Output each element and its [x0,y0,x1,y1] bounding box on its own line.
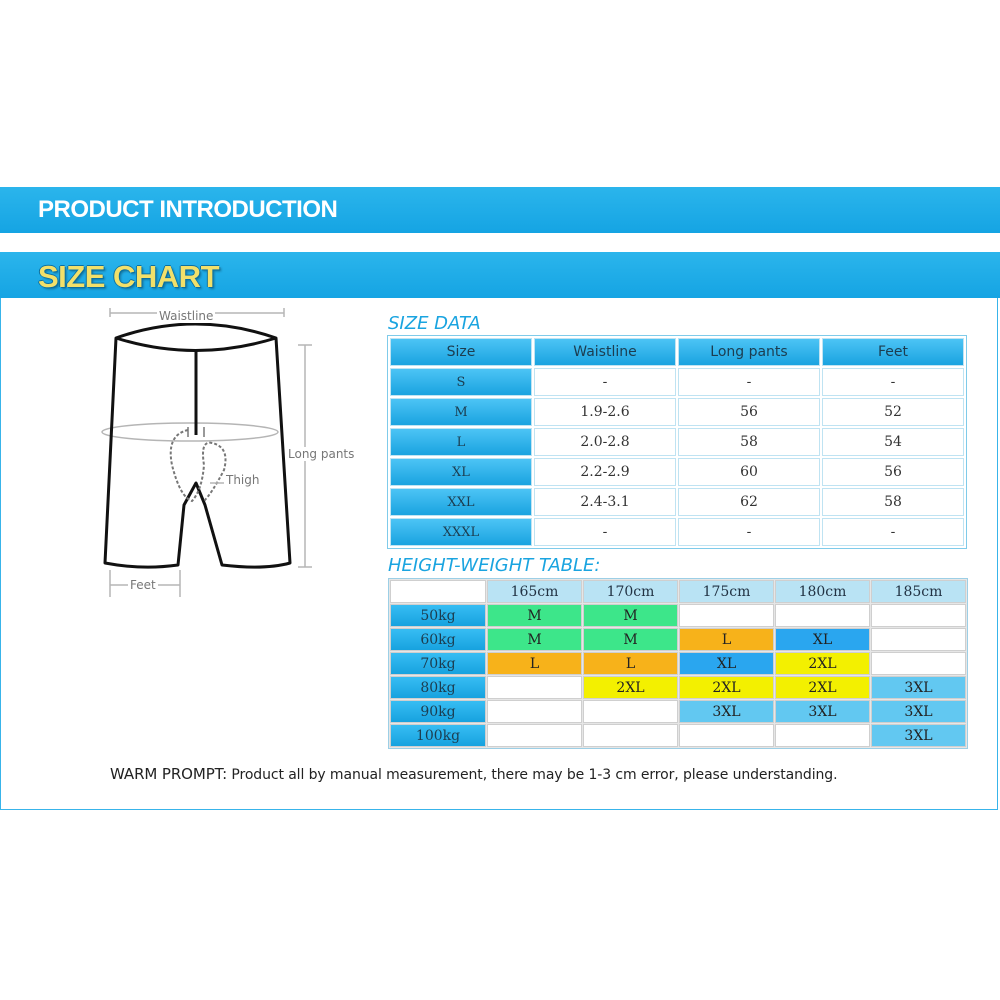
hw-row [390,676,966,699]
hw-height-header: 185cm [871,580,966,603]
hw-size-cell [775,724,870,747]
thigh-label: Thigh [226,473,260,487]
size-value-cell: 58 [822,488,964,516]
size-value-cell: 56 [822,458,964,486]
size-chart-title: SIZE CHART [38,259,219,294]
hw-size-cell: 2XL [775,652,870,675]
hw-size-cell: M [487,604,582,627]
hw-weight-label: 60kg [390,628,486,651]
hw-size-cell: 3XL [679,700,774,723]
size-table-row [390,458,964,486]
size-label-cell: XXL [390,488,532,516]
hw-row [390,604,966,627]
size-label-cell: M [390,398,532,426]
size-label-cell: S [390,368,532,396]
hw-size-cell: 3XL [871,676,966,699]
hw-size-cell: L [487,652,582,675]
size-value-cell: - [822,368,964,396]
feet-label: Feet [130,578,156,592]
size-label-cell: XL [390,458,532,486]
size-data-heading: SIZE DATA [388,313,481,334]
size-value-cell: 62 [678,488,820,516]
hw-row [390,724,966,747]
hw-size-cell: 2XL [583,676,678,699]
hw-weight-label: 80kg [390,676,486,699]
hw-height-header: 165cm [487,580,582,603]
size-table-row [390,398,964,426]
size-table-header-row [390,338,964,366]
hw-height-header: 180cm [775,580,870,603]
hw-size-cell [871,604,966,627]
long-pants-label: Long pants [288,447,355,461]
hw-size-cell: 2XL [775,676,870,699]
hw-size-cell: M [487,628,582,651]
waistline-label: Waistline [159,309,214,323]
size-value-cell: - [534,368,676,396]
hw-size-cell: 3XL [871,724,966,747]
size-value-cell: 56 [678,398,820,426]
size-table-header: Feet [822,338,964,366]
hw-size-cell: 2XL [679,676,774,699]
size-value-cell: 1.9-2.6 [534,398,676,426]
hw-size-cell: M [583,604,678,627]
size-table-row [390,368,964,396]
hw-size-cell: M [583,628,678,651]
size-data-table [388,336,966,548]
size-value-cell: - [534,518,676,546]
hw-size-cell [583,700,678,723]
height-weight-table [388,578,968,749]
size-value-cell: - [678,368,820,396]
shorts-measurement-diagram [100,305,380,605]
hw-row [390,628,966,651]
hw-size-cell [487,724,582,747]
warm-prompt-text: Product all by manual measurement, there may be 1-3 cm error, please understanding. [227,767,838,783]
size-value-cell: 2.2-2.9 [534,458,676,486]
hw-size-cell [679,724,774,747]
hw-weight-label: 100kg [390,724,486,747]
size-value-cell: 52 [822,398,964,426]
size-table-header: Size [390,338,532,366]
hw-row [390,652,966,675]
size-value-cell: 58 [678,428,820,456]
size-table-row [390,488,964,516]
hw-size-cell: 3XL [775,700,870,723]
size-table-header: Waistline [534,338,676,366]
hw-size-cell: XL [679,652,774,675]
size-label-cell: XXXL [390,518,532,546]
size-table-header: Long pants [678,338,820,366]
hw-size-cell [583,724,678,747]
hw-height-header: 170cm [583,580,678,603]
hw-size-cell: L [583,652,678,675]
hw-height-header: 175cm [679,580,774,603]
hw-weight-label: 50kg [390,604,486,627]
size-value-cell: - [822,518,964,546]
hw-corner-cell [390,580,486,603]
hw-size-cell [679,604,774,627]
hw-header-row [390,580,966,603]
hw-weight-label: 90kg [390,700,486,723]
product-introduction-title: PRODUCT INTRODUCTION [38,196,338,223]
product-introduction-banner [0,187,1000,233]
hw-size-cell [871,652,966,675]
hw-size-cell: XL [775,628,870,651]
size-value-cell: 2.0-2.8 [534,428,676,456]
hw-size-cell [487,676,582,699]
hw-size-cell: L [679,628,774,651]
size-value-cell: 2.4-3.1 [534,488,676,516]
hw-size-cell [871,628,966,651]
hw-row [390,700,966,723]
size-table-row [390,428,964,456]
size-value-cell: - [678,518,820,546]
height-weight-heading: HEIGHT-WEIGHT TABLE: [388,555,601,576]
hw-size-cell: 3XL [871,700,966,723]
hw-size-cell [487,700,582,723]
size-value-cell: 60 [678,458,820,486]
warm-prompt [110,765,837,783]
size-label-cell: L [390,428,532,456]
hw-size-cell [775,604,870,627]
hw-weight-label: 70kg [390,652,486,675]
size-chart-banner [0,252,1000,298]
size-value-cell: 54 [822,428,964,456]
warm-prompt-label: WARM PROMPT: [110,765,228,783]
size-table-row [390,518,964,546]
